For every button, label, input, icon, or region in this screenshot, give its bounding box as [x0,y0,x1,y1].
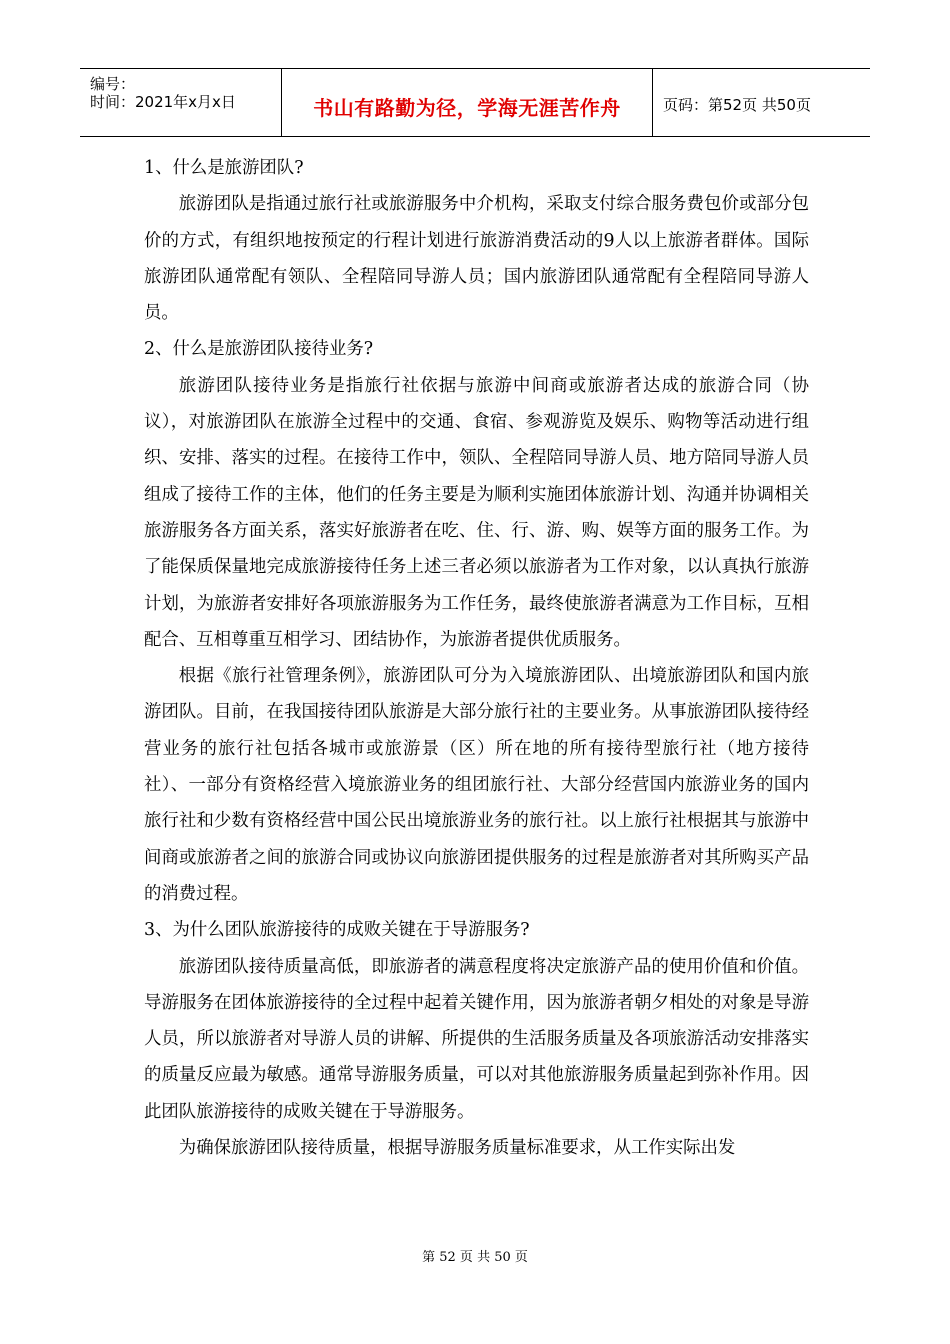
paragraph-5: 为确保旅游团队接待质量，根据导游服务质量标准要求，从工作实际出发 [178,1138,736,1159]
header-page-number: 页码：第52页 共50页 [663,96,811,114]
document-date: 时间：2021年x月x日 [90,93,236,111]
paragraph-2: 旅游团队接待业务是指旅行社依据与旅游中间商或旅游者达成的旅游合同（协议），对旅游团队在旅游全过程中的交通、食宿、参观游览及娱乐、购物等活动进行组织、安排、落实的过程。在接待工作中，领队、全程陪同导游人员、地方陪同导游人员组成了接待工作的主体，他们的任务主要是为顺利实施团体旅游计划、沟通并协调相关旅游服务各方面关系，落实好旅游者在吃、住、行、游、购、娱等方面的服务工作。为了能保质保量地完成旅游接待任务上述三者必须以旅游者为工作对象，以认真执行旅游计划，为旅游者安排好各项旅游服务为工作任务，最终使旅游者满意为工作目标，互相配合、互相尊重互相学习、团结协作，为旅游者提供优质服务。 [144,375,809,650]
header-middle-cell [282,69,653,136]
page-header [80,68,870,137]
question-3: 3、为什么团队旅游接待的成败关键在于导游服务? [144,920,530,941]
paragraph-4: 旅游团队接待质量高低，即旅游者的满意程度将决定旅游产品的使用价值和价值。导游服务在团体旅游接待的全过程中起着关键作用，因为旅游者朝夕相处的对象是导游人员，所以旅游者对导游人员的讲解、所提供的生活服务质量及各项旅游活动安排落实的质量反应最为敏感。通常导游服务质量，可以对其他旅游服务质量起到弥补作用。因此团队旅游接待的成败关键在于导游服务。 [144,956,809,1122]
header-left-cell [80,69,282,136]
question-2: 2、什么是旅游团队接待业务? [144,339,374,360]
paragraph-3: 根据《旅行社管理条例》，旅游团队可分为入境旅游团队、出境旅游团队和国内旅游团队。目前，在我国接待团队旅游是大部分旅行社的主要业务。从事旅游团队接待经营业务的旅行社包括各城市或旅游景（区）所在地的所有接待型旅行社（地方接待社）、一部分有资格经营入境旅游业务的组团旅行社、大部分经营国内旅游业务的国内旅行社和少数有资格经营中国公民出境旅游业务的旅行社。以上旅行社根据其与旅游中间商或旅游者之间的旅游合同或协议向旅游团提供服务的过程是旅游者对其所购买产品的消费过程。 [144,666,809,904]
header-right-cell [653,69,870,136]
question-1: 1、什么是旅游团队? [144,158,304,178]
page-footer: 第 52 页 共 50 页 [422,1250,528,1265]
document-number: 编号： [90,75,136,93]
header-motto: 书山有路勤为径，学海无涯苦作舟 [313,96,621,120]
document-body [144,150,809,1166]
paragraph-1: 旅游团队是指通过旅行社或旅游服务中介机构，采取支付综合服务费包价或部分包价的方式，有组织地按预定的行程计划进行旅游消费活动的9人以上旅游者群体。国际旅游团队通常配有领队、全程陪同导游人员；国内旅游团队通常配有全程陪同导游人员。 [144,194,809,324]
